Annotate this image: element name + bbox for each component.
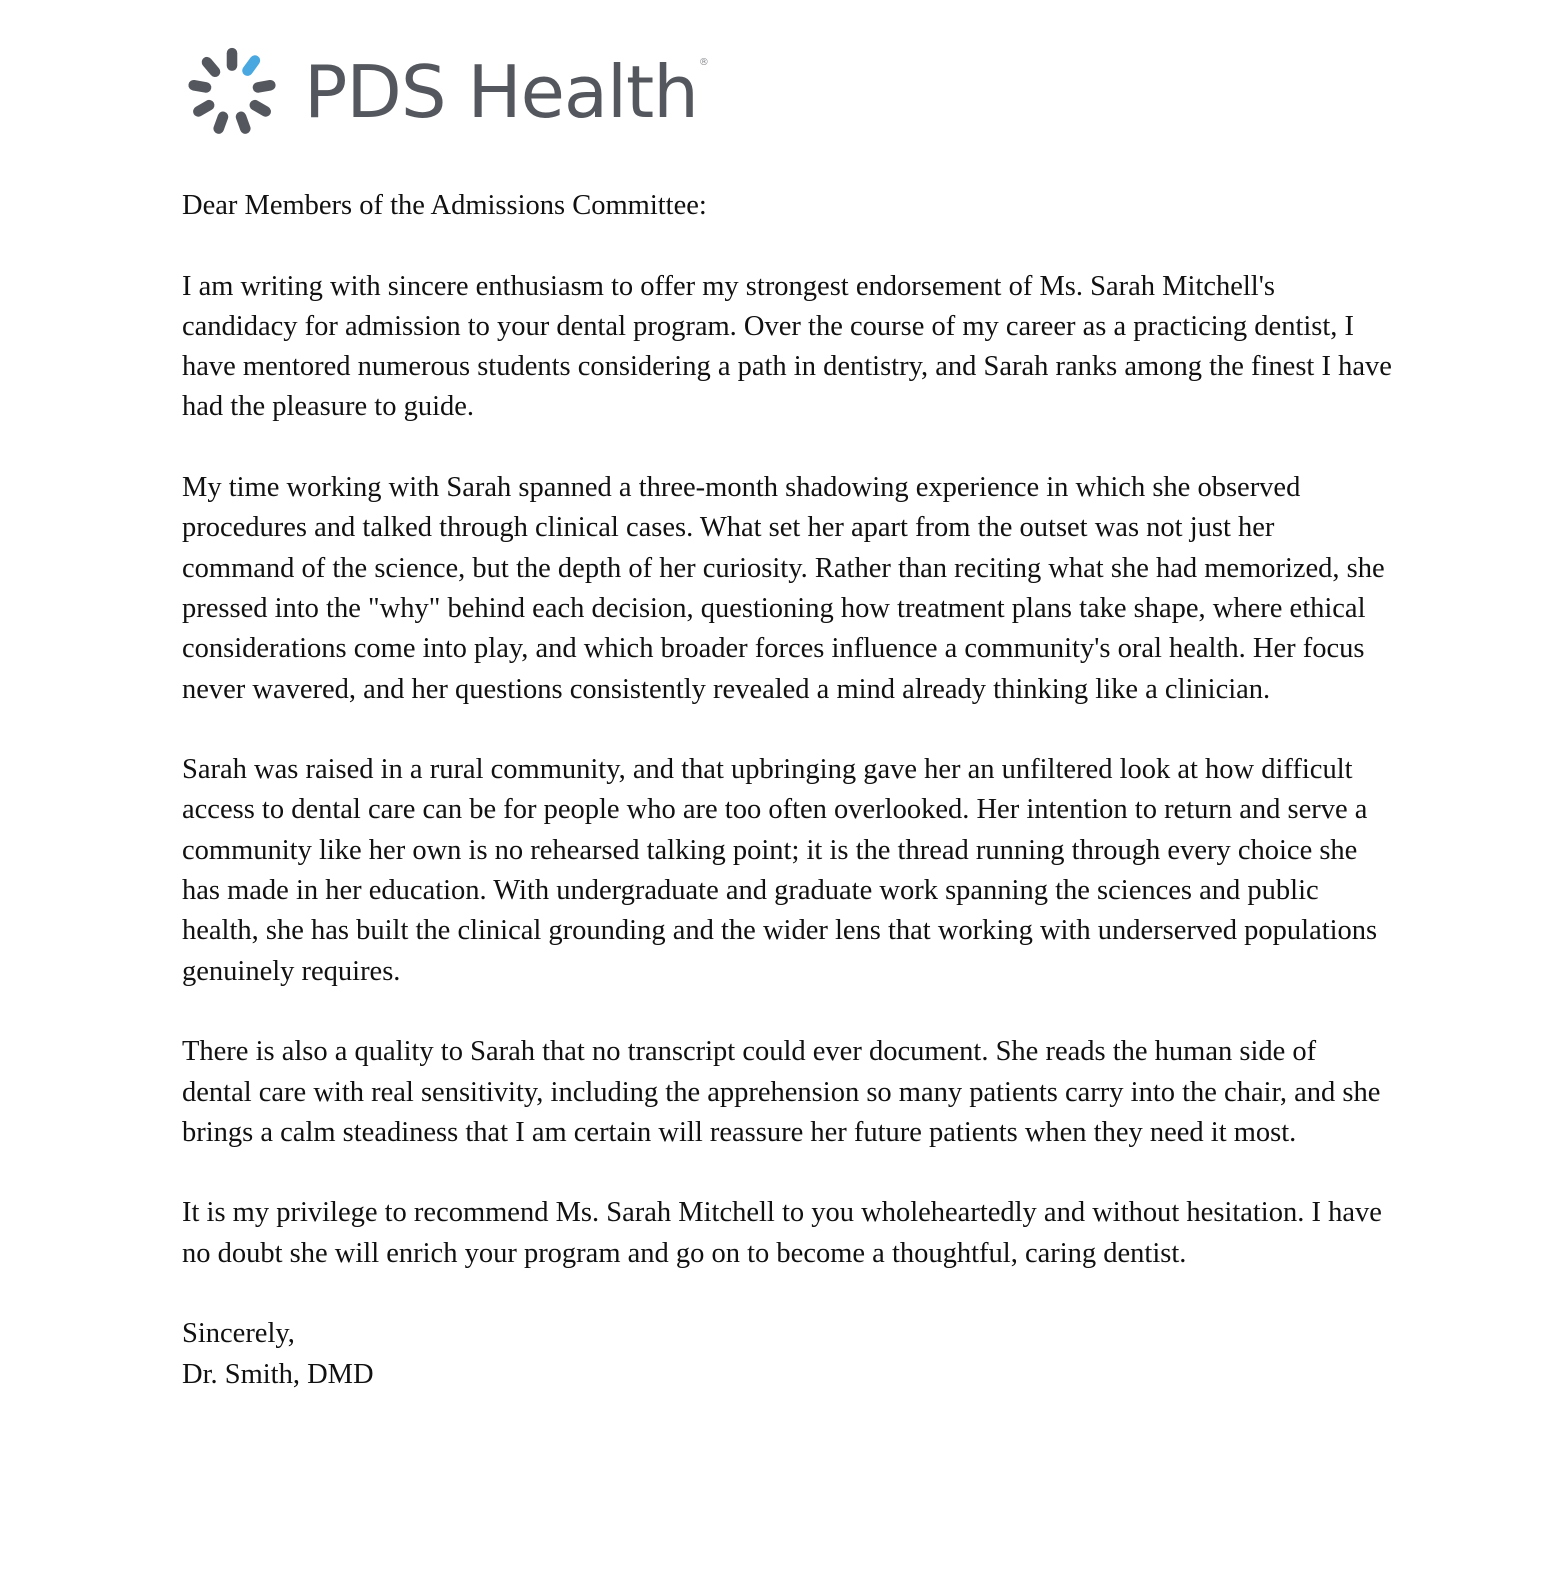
brand-name — [304, 50, 708, 134]
paragraph-4: There is also a quality to Sarah that no transcript could ever document. She reads the human side of dental care with real sensitivity, including the apprehension so many patients carry into the chair, and she brings a calm steadiness that I am certain will reassure her future patients when they need it most. — [182, 1036, 1381, 1148]
company-logo — [184, 44, 708, 140]
brand-name-text: PDS Health — [304, 50, 698, 134]
paragraph-3: Sarah was raised in a rural community, and that upbringing gave her an unfiltered look at how difficult access to dental care can be for people who are too often overlooked. Her intention to return and serve a community like her own is no rehearsed talking point; it is the thread running through every choice she has made in her education. With undergraduate and graduate work spanning the sciences and public health, she has built the clinical grounding and the wider lens that working with underserved populations genuinely requires. — [182, 754, 1378, 987]
salutation: Dear Members of the Admissions Committee: — [182, 190, 707, 221]
paragraph-5: It is my privilege to recommend Ms. Sarah Mitchell to you wholeheartedly and without hesitation. I have no doubt she will enrich your program and go on to become a thoughtful, caring dentist. — [182, 1197, 1382, 1269]
pinwheel-burst-icon — [184, 44, 280, 140]
closing: Sincerely, — [182, 1318, 295, 1350]
paragraph-2: My time working with Sarah spanned a three-month shadowing experience in which she observed procedures and talked through clinical cases. What set her apart from the outset was not just her command of the science, but the depth of her curiosity. Rather than reciting what she had memorized, she pressed into the "why" behind each decision, questioning how treatment plans take shape, where ethical considerations come into play, and which broader forces influence a community's oral health. Her focus never wavered, and her questions consistently revealed a mind already thinking like a clinician. — [182, 472, 1385, 705]
registered-mark: ® — [698, 57, 708, 68]
letter-body — [182, 186, 1392, 1395]
paragraph-1: I am writing with sincere enthusiasm to offer my strongest endorsement of Ms. Sarah Mitchell's candidacy for admission to your dental program. Over the course of my career as a practicing dentist, I have mentored numerous students considering a path in dentistry, and Sarah ranks among the finest I have had the pleasure to guide. — [182, 270, 1392, 423]
signature-name: Dr. Smith, DMD — [182, 1358, 374, 1390]
